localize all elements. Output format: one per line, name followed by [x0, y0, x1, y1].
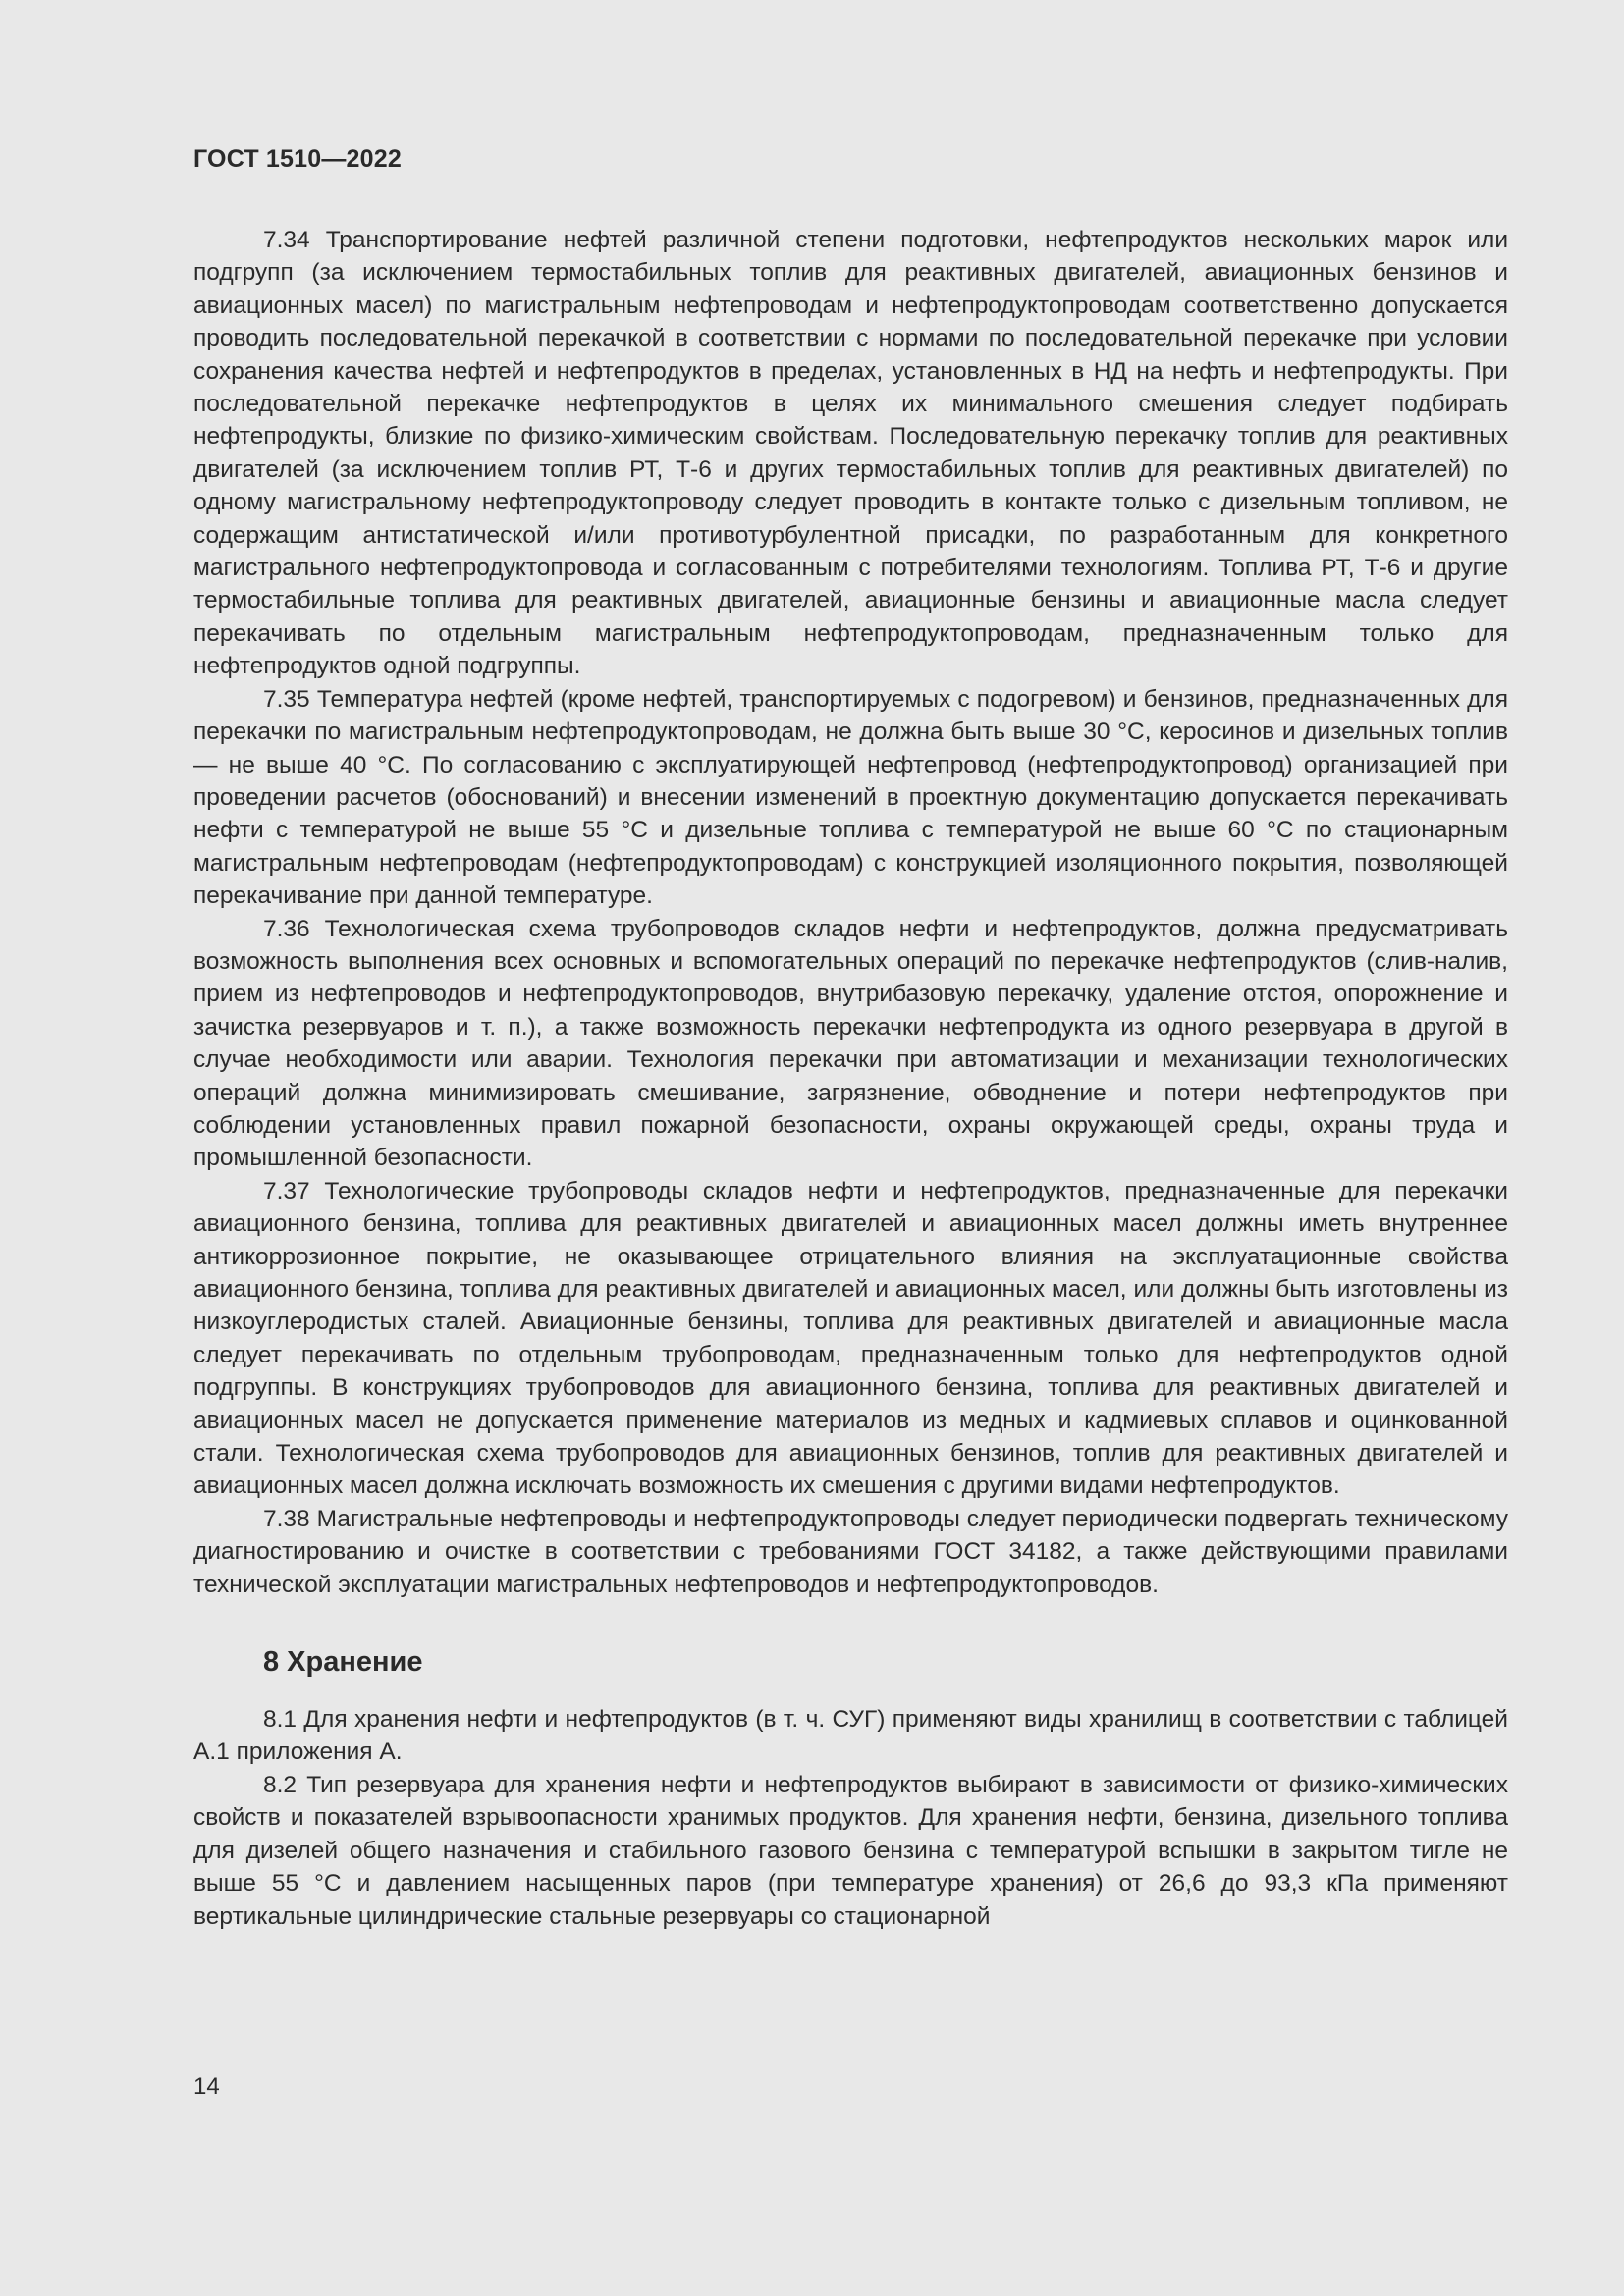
paragraph-8-2: 8.2 Тип резервуара для хранения нефти и нефтепродуктов выбирают в зависимости от физико-химических свойств и показателей взрывоопасности хранимых продуктов. Для хранения нефти, бензина, дизельного топлива для дизелей общего назначения и стабильного газового бензина с температурой вспышки в закрытом тигле не выше 55 °С и давлением насыщенных паров (при температуре хранения) от 26,6 до 93,3 кПа применяют вертикальные цилиндрические стальные резервуары со стационарной [193, 1771, 1508, 1930]
paragraph-7-35: 7.35 Температура нефтей (кроме нефтей, транспортируемых с подогревом) и бензинов, предназначенных для перекачки по магистральным нефтепродуктопроводам, не должна быть выше 30 °С, керосинов и дизельных топлив — не выше 40 °С. По согласованию с эксплуатирующей нефтепровод (нефтепродуктопровод) организацией при проведении расчетов (обоснований) и внесении изменений в проектную документацию допускается перекачивать нефти с температурой не выше 55 °С и дизельные топлива с температурой не выше 60 °С по стационарным магистральным нефтепроводам (нефтепродуктопроводам) с конструкцией изоляционного покрытия, позволяющей перекачивание при данной температуре. [193, 685, 1508, 910]
section-heading-storage: 8 Хранение [263, 1646, 423, 1679]
paragraph-7-38: 7.38 Магистральные нефтепроводы и нефтепродуктопроводы следует периодически подвергать техническому диагностированию и очистке в соответствии с требованиями ГОСТ 34182, а также действующими правилами технической эксплуатации магистральных нефтепроводов и нефтепродуктопроводов. [193, 1505, 1508, 1598]
paragraph-8-1: 8.1 Для хранения нефти и нефтепродуктов (в т. ч. СУГ) применяют виды хранилищ в соответствии с таблицей А.1 приложения А. [193, 1706, 1508, 1766]
paragraph-7-37: 7.37 Технологические трубопроводы складов нефти и нефтепродуктов, предназначенные для перекачки авиационного бензина, топлива для реактивных двигателей и авиационных масел должны иметь внутреннее антикоррозионное покрытие, не оказывающее отрицательного влияния на эксплуатационные свойства авиационного бензина, топлива для реактивных двигателей и авиационных масел, или должны быть изготовлены из низкоуглеродистых сталей. Авиационные бензины, топлива для реактивных двигателей и авиационные масла следует перекачивать по отдельным трубопроводам, предназначенным только для нефтепродуктов одной подгруппы. В конструкциях трубопроводов для авиационного бензина, топлива для реактивных двигателей и авиационных масел не допускается применение материалов из медных и кадмиевых сплавов и оцинкованной стали. Технологическая схема трубопроводов для авиационных бензинов, топлив для реактивных двигателей и авиационных масел должна исключать возможность их смешения с другими видами нефтепродуктов. [193, 1177, 1508, 1500]
document-body [193, 224, 1508, 1933]
paragraph-7-34: 7.34 Транспортирование нефтей различной степени подготовки, нефтепродуктов нескольких марок или подгрупп (за исключением термостабильных топлив для реактивных двигателей, авиационных бензинов и авиационных масел) по магистральным нефтепроводам и нефтепродуктопроводам соответственно допускается проводить последовательной перекачкой в соответствии с нормами по последовательной перекачке при условии сохранения качества нефтей и нефтепродуктов в пределах, установленных в НД на нефть и нефтепродукты. При последовательной перекачке нефтепродуктов в целях их минимального смешения следует подбирать нефтепродукты, близкие по физико-химическим свойствам. Последовательную перекачку топлив для реактивных двигателей (за исключением топлив РТ, Т-6 и других термостабильных топлив для реактивных двигателей) по одному магистральному нефтепродуктопроводу следует проводить в контакте только с дизельным топливом, не содержащим антистатической и/или противотурбулентной присадки, по разработанным для конкретного магистрального нефтепродуктопровода и согласованным с потребителями технологиям. Топлива РТ, Т-6 и другие термостабильные топлива для реактивных двигателей, авиационные бензины и авиационные масла следует перекачивать по отдельным магистральным нефтепродуктопроводам, предназначенным только для нефтепродуктов одной подгруппы. [193, 227, 1508, 680]
page-number: 14 [193, 2073, 220, 2100]
paragraph-7-36: 7.36 Технологическая схема трубопроводов складов нефти и нефтепродуктов, должна предусматривать возможность выполнения всех основных и вспомогательных операций по перекачке нефтепродуктов (слив-налив, прием из нефтепроводов и нефтепродуктопроводов, внутрибазовую перекачку, удаление отстоя, опорожнение и зачистка резервуаров и т. п.), а также возможность перекачки нефтепродукта из одного резервуара в другой в случае необходимости или аварии. Технология перекачки при автоматизации и механизации технологических операций должна минимизировать смешивание, загрязнение, обводнение и потери нефтепродуктов при соблюдении установленных правил пожарной безопасности, охраны окружающей среды, охраны труда и промышленной безопасности. [193, 915, 1508, 1172]
document-header: ГОСТ 1510—2022 [193, 145, 402, 173]
